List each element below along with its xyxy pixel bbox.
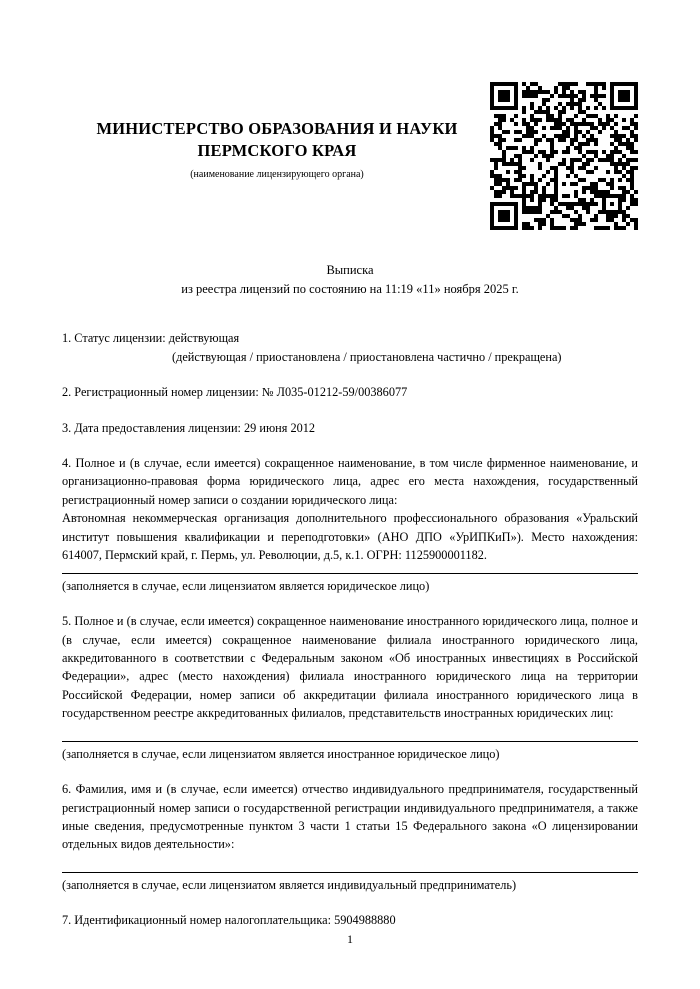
item-7-text: 7. Идентификационный номер налогоплательщика: 5904988880 [62, 913, 396, 928]
organization-title-line2: ПЕРМСКОГО КРАЯ [197, 141, 357, 161]
organization-subtitle: (наименование лицензирующего органа) [190, 168, 364, 180]
document-items [62, 329, 638, 930]
organization-title-line1: МИНИСТЕРСТВО ОБРАЗОВАНИЯ И НАУКИ [96, 119, 458, 138]
document-header [62, 0, 492, 181]
list-item [62, 612, 638, 763]
document-subtitle: из реестра лицензий по состоянию на 11:19 «11» ноября 2025 г. [181, 281, 519, 296]
item-2-text: 2. Регистрационный номер лицензии: № Л035-01212-59/00386077 [62, 385, 408, 400]
list-item [62, 329, 638, 366]
item-5-blank-space [62, 723, 638, 733]
item-6-text: 6. Фамилия, имя и (в случае, если имеется) отчество индивидуального предпринимателя, государственный регистрационный номер записи о государственной регистрации индивидуального предпринимателя, а также иные сведения, предусмотренные пунктом 3 части 1 статьи 15 Федерального закона «О лицензировании отдельных видов деятельности»: [62, 782, 638, 852]
item-4-value: Автономная некоммерческая организация дополнительного профессионального образования «Уральский институт повышения квалификации и переподготовки» (АНО ДПО «УрИПКиП»). Место нахождения: 614007, Пермский край, г. Пермь, ул. Революции, д.5, к.1. ОГРН: 1125900001182. [62, 511, 638, 563]
item-5-text: 5. Полное и (в случае, если имеется) сокращенное наименование иностранного юридического лица, полное и (в случае, если имеется) сокращенное наименование филиала иностранного юридического лица, аккредитованного в соответствии с Федеральным законом «Об иностранных инвестициях в Российской Федерации», адрес (место нахождения) филиала иностранного юридического лица на территории Российской Федерации, номер записи об аккредитации филиала иностранного юридического лица в государственном реестре аккредитованных филиалов, представительств иностранных юридических лиц: [62, 614, 638, 721]
list-item [62, 911, 638, 929]
item-6-blank-space [62, 854, 638, 864]
item-1-note: (действующая / приостановлена / приостановлена частично / прекращена) [172, 349, 562, 364]
qr-code-icon [490, 82, 638, 230]
page-number: 1 [347, 932, 353, 946]
item-5-note: (заполняется в случае, если лицензиатом является иностранное юридическое лицо) [62, 746, 500, 761]
item-6-note: (заполняется в случае, если лицензиатом является индивидуальный предприниматель) [62, 877, 517, 892]
item-4-note: (заполняется в случае, если лицензиатом является юридическое лицо) [62, 578, 430, 593]
organization-title [62, 118, 492, 163]
list-item [62, 419, 638, 437]
list-item [62, 383, 638, 401]
list-item [62, 454, 638, 595]
item-3-text: 3. Дата предоставления лицензии: 29 июня 2012 [62, 420, 316, 435]
item-1-text: 1. Статус лицензии: действующая [62, 331, 240, 346]
divider [62, 741, 638, 742]
document-title-block [62, 261, 638, 300]
item-4-text: 4. Полное и (в случае, если имеется) сокращенное наименование, в том числе фирменное наименование, и организационно-правовая форма юридического лица, адрес его места нахождения, государственный регистрационный номер записи о создании юридического лица: [62, 456, 638, 507]
divider [62, 573, 638, 574]
divider [62, 872, 638, 873]
list-item [62, 780, 638, 894]
document-title: Выписка [326, 262, 374, 277]
